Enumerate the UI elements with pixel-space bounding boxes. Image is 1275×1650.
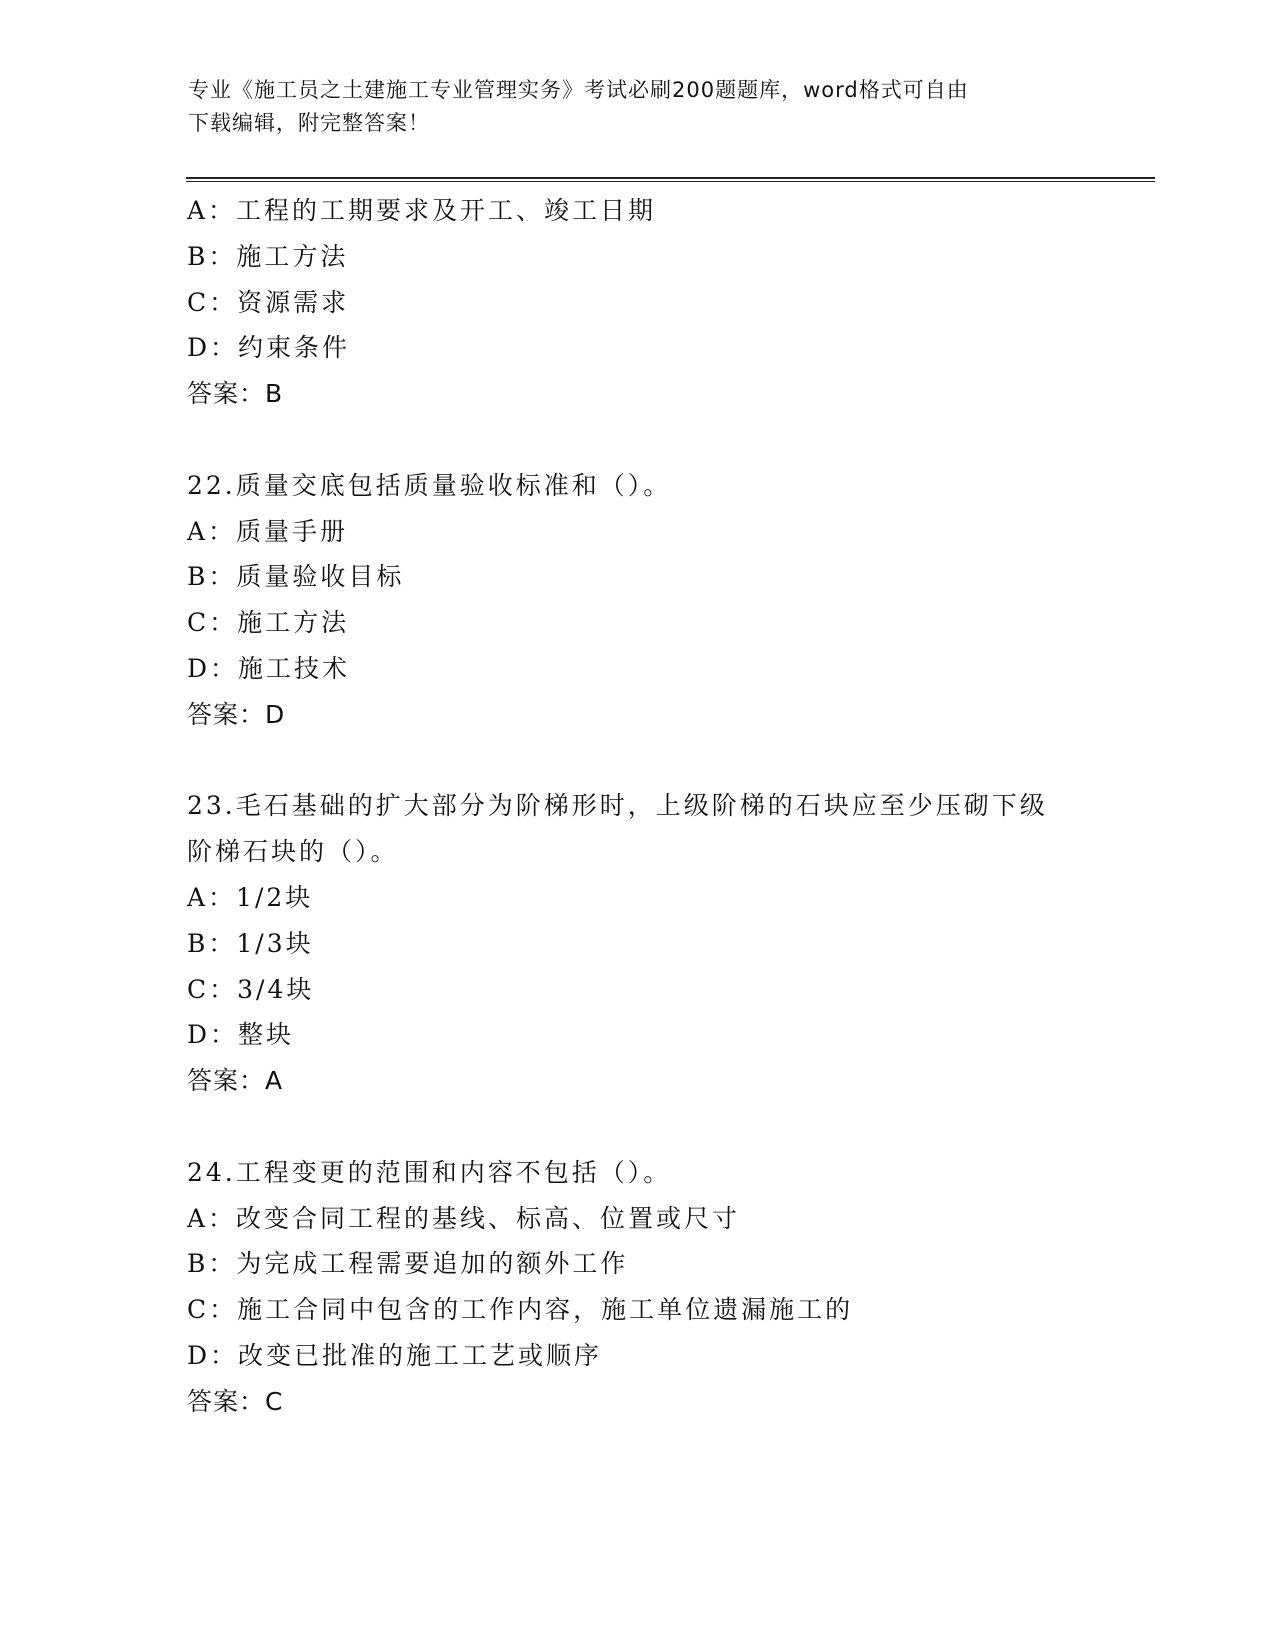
question-block-22: [187, 463, 1087, 738]
option-c: C：施工方法: [187, 608, 350, 638]
header-title-line2: 下载编辑，附完整答案！: [188, 111, 430, 135]
question-block-21: [187, 188, 1087, 417]
question-block-24: [187, 1150, 1087, 1425]
option-d: D：施工技术: [187, 653, 351, 683]
option-a: A：质量手册: [187, 516, 349, 546]
option-d: D：整块: [187, 1020, 295, 1050]
option-a: A：1/2块: [187, 882, 314, 912]
question-stem: 24.工程变更的范围和内容不包括（）。: [187, 1157, 672, 1187]
answer-line: 答案：A: [187, 1066, 284, 1096]
option-c: C：资源需求: [187, 287, 350, 317]
header-title-line1: 专业《施工员之土建施工专业管理实务》考试必刷200题题库，word格式可自由: [188, 78, 969, 102]
answer-line: 答案：B: [187, 379, 284, 409]
option-d: D：约束条件: [187, 333, 351, 363]
option-b: B：1/3块: [187, 928, 314, 958]
option-a: A：改变合同工程的基线、标高、位置或尺寸: [187, 1203, 741, 1233]
question-list: [187, 188, 1087, 1425]
header-divider: [186, 177, 1155, 182]
option-b: B：质量验收目标: [187, 562, 405, 592]
answer-line: 答案：C: [187, 1386, 284, 1416]
question-stem-line1: 23.毛石基础的扩大部分为阶梯形时，上级阶梯的石块应至少压砌下级: [187, 791, 1048, 821]
option-b: B：施工方法: [187, 241, 349, 271]
document-header: [188, 74, 1078, 140]
option-a: A：工程的工期要求及开工、竣工日期: [187, 196, 657, 225]
answer-line: 答案：D: [187, 699, 286, 729]
option-d: D：改变已批准的施工工艺或顺序: [187, 1340, 603, 1370]
question-stem-line2: 阶梯石块的（）。: [187, 837, 399, 867]
spacer: [187, 1104, 1087, 1150]
question-block-23: [187, 783, 1087, 1104]
option-c: C：施工合同中包含的工作内容，施工单位遗漏施工的: [187, 1295, 854, 1325]
option-c: C：3/4块: [187, 974, 315, 1004]
spacer: [187, 417, 1087, 463]
spacer: [187, 738, 1087, 784]
option-b: B：为完成工程需要追加的额外工作: [187, 1249, 629, 1279]
question-stem: 22.质量交底包括质量验收标准和（）。: [187, 470, 672, 500]
